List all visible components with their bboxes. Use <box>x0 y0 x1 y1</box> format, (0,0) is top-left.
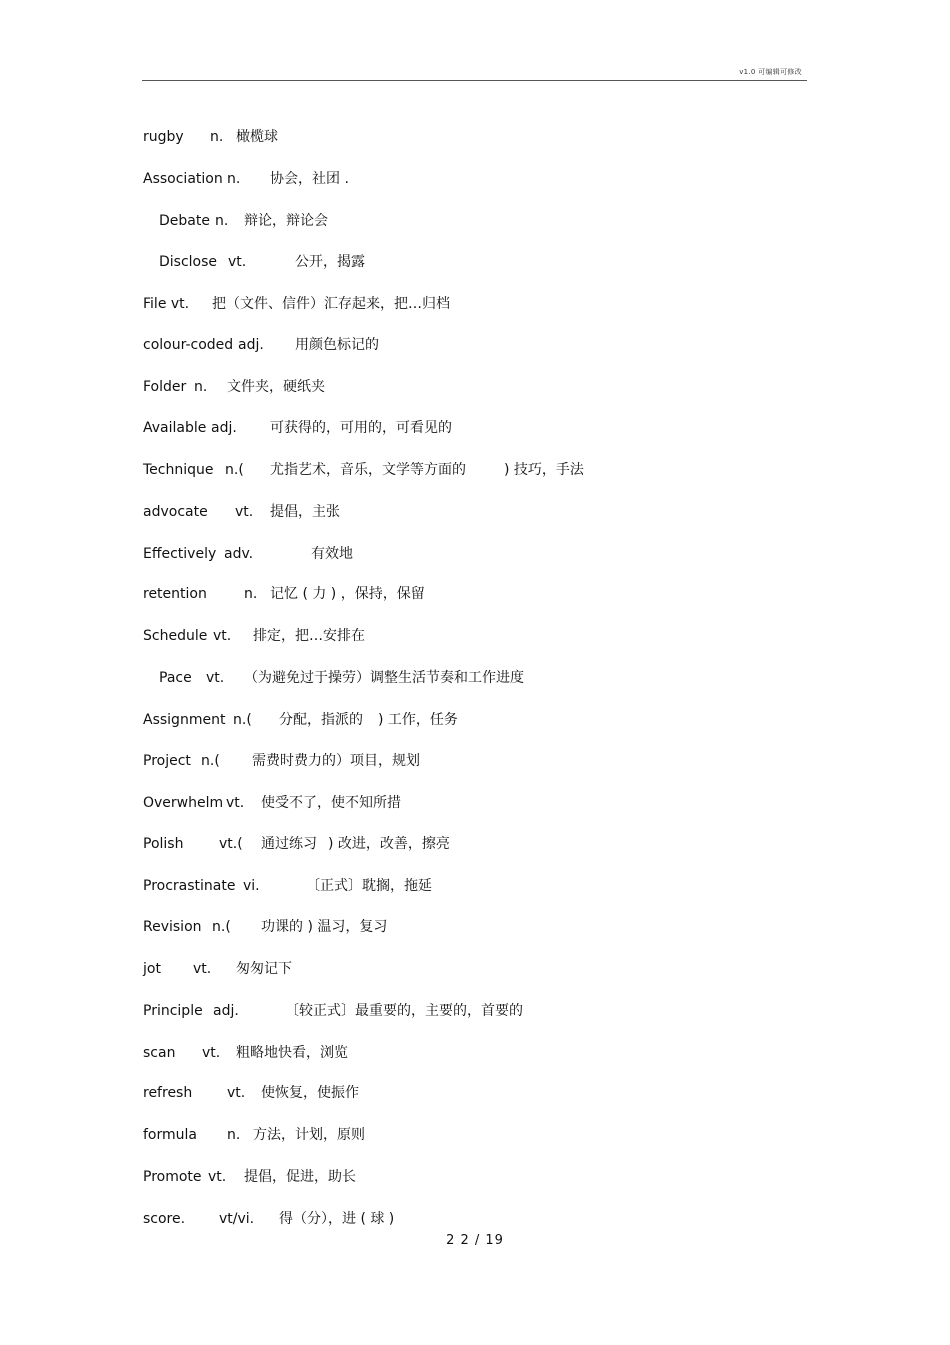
vocab-entry <box>0 1167 950 1187</box>
entry-meaning: 有效地 <box>311 546 353 562</box>
page-number: 2 2 / 19 <box>446 1233 504 1248</box>
entry-pos: adj. <box>238 337 264 353</box>
vocab-entry <box>0 335 950 355</box>
header-version-label: v1.0 可编辑可修改 <box>739 68 802 76</box>
entry-pos: vt. <box>227 1085 246 1101</box>
vocab-entry <box>0 1083 950 1103</box>
entry-pos: adj. <box>211 420 237 436</box>
entry-word: formula <box>143 1127 197 1143</box>
entry-word: jot <box>143 961 161 977</box>
entry-word: Folder <box>143 379 187 395</box>
vocab-entry <box>0 502 950 522</box>
entry-word: Project <box>143 753 191 769</box>
entry-pos: vt. <box>206 670 225 686</box>
vocab-entry <box>0 211 950 231</box>
vocab-entry <box>0 876 950 896</box>
entry-pos: vt. <box>202 1045 221 1061</box>
entry-word: Promote <box>143 1169 202 1185</box>
vocab-entry <box>0 834 950 854</box>
entry-word: Pace <box>159 670 192 686</box>
entry-pos: n.( <box>201 753 220 769</box>
entry-meaning: （为避免过于操劳）调整生活节奏和工作进度 <box>244 670 524 686</box>
entry-word: Debate <box>159 213 210 229</box>
entry-meaning: 排定，把…安排在 <box>253 628 365 644</box>
vocab-entry <box>0 377 950 397</box>
entry-meaning: 可获得的，可用的，可看见的 <box>270 420 452 436</box>
entry-meaning: 方法，计划，原则 <box>253 1127 365 1143</box>
entry-meaning: 辩论，辩论会 <box>244 213 328 229</box>
entry-meaning: 通过练习 <box>261 836 317 852</box>
entry-word: rugby <box>143 129 184 145</box>
vocab-entry <box>0 1209 950 1229</box>
entry-meaning-extra: ) 改进，改善，擦亮 <box>328 836 450 852</box>
entry-pos: n. <box>227 171 241 187</box>
vocab-entry <box>0 1043 950 1063</box>
entry-word: Effectively <box>143 546 217 562</box>
entry-meaning: 粗略地快看，浏览 <box>236 1045 348 1061</box>
entry-pos: vt. <box>235 504 254 520</box>
entry-meaning: 〔正式〕耽搁，拖延 <box>306 878 432 894</box>
vocab-entry <box>0 1001 950 1021</box>
vocab-entry <box>0 626 950 646</box>
entry-word: Overwhelm <box>143 795 224 811</box>
header-divider <box>142 80 807 81</box>
entry-meaning: 得（分），进 ( 球 ) <box>279 1211 395 1227</box>
vocab-entry <box>0 252 950 272</box>
entry-meaning: 尤指艺术，音乐，文学等方面的 <box>270 462 466 478</box>
entry-word: Association <box>143 171 223 187</box>
entry-meaning-extra: ) 技巧，手法 <box>504 462 584 478</box>
entry-meaning: 橄榄球 <box>236 129 278 145</box>
entry-pos: vt.( <box>219 836 243 852</box>
entry-pos: n. <box>244 586 258 602</box>
entry-word: Technique <box>143 462 214 478</box>
vocab-entry <box>0 169 950 189</box>
entry-word: score. <box>143 1211 186 1227</box>
entry-pos: n. <box>194 379 208 395</box>
vocab-entry <box>0 793 950 813</box>
entry-meaning: 使恢复，使振作 <box>261 1085 359 1101</box>
entry-meaning: 用颜色标记的 <box>295 337 379 353</box>
entry-meaning: 文件夹，硬纸夹 <box>227 379 325 395</box>
entry-word: Procrastinate <box>143 878 236 894</box>
entry-pos: n.( <box>225 462 244 478</box>
entry-meaning: 需费时费力的）项目，规划 <box>252 753 420 769</box>
entry-pos: vt. <box>193 961 212 977</box>
vocab-entry <box>0 917 950 937</box>
entry-meaning: 分配，指派的 <box>279 712 363 728</box>
entry-word: colour-coded <box>143 337 234 353</box>
entry-pos: n. <box>227 1127 241 1143</box>
entry-meaning: 匆匆记下 <box>236 961 292 977</box>
entry-word: Available <box>143 420 207 436</box>
entry-meaning: 协会，社团 . <box>270 171 349 187</box>
entry-meaning-extra: ) 工作，任务 <box>378 712 458 728</box>
entry-meaning: 公开，揭露 <box>295 254 365 270</box>
entry-pos: n. <box>215 213 229 229</box>
entry-meaning: 把（文件、信件）汇存起来，把…归档 <box>212 296 450 312</box>
entry-word: Disclose <box>159 254 218 270</box>
vocab-entry <box>0 584 950 604</box>
vocab-entry <box>0 959 950 979</box>
entry-pos: adj. <box>213 1003 239 1019</box>
vocab-entry <box>0 751 950 771</box>
entry-pos: vi. <box>243 878 260 894</box>
vocab-entry <box>0 418 950 438</box>
entry-meaning: 记忆 ( 力 ) ，保持，保留 <box>270 586 425 602</box>
entry-word: scan <box>143 1045 176 1061</box>
entry-pos: vt. <box>213 628 232 644</box>
entry-word: advocate <box>143 504 208 520</box>
entry-word: File vt. <box>143 296 190 312</box>
vocab-entry <box>0 668 950 688</box>
entry-meaning: 〔较正式〕最重要的，主要的，首要的 <box>285 1003 523 1019</box>
entry-word: Assignment <box>143 712 226 728</box>
entry-word: Schedule <box>143 628 208 644</box>
entry-pos: vt. <box>208 1169 227 1185</box>
entry-pos: n.( <box>212 919 231 935</box>
entry-pos: adv. <box>224 546 254 562</box>
entry-pos: n.( <box>233 712 252 728</box>
vocab-entry <box>0 544 950 564</box>
entry-word: Polish <box>143 836 184 852</box>
entry-pos: vt. <box>228 254 247 270</box>
vocab-entry <box>0 127 950 147</box>
entry-pos: vt/vi. <box>219 1211 255 1227</box>
entry-word: Revision <box>143 919 202 935</box>
vocab-entry <box>0 294 950 314</box>
entry-word: refresh <box>143 1085 193 1101</box>
entry-pos: vt. <box>226 795 245 811</box>
entry-pos: n. <box>210 129 224 145</box>
vocab-entry <box>0 1125 950 1145</box>
entry-word: Principle <box>143 1003 203 1019</box>
entry-meaning: 使受不了，使不知所措 <box>261 795 401 811</box>
vocab-entry <box>0 460 950 480</box>
entry-meaning: 功课的 ) 温习，复习 <box>261 919 388 935</box>
entry-meaning: 提倡，主张 <box>270 504 340 520</box>
vocab-entry <box>0 710 950 730</box>
entry-word: retention <box>143 586 207 602</box>
entry-meaning: 提倡，促进，助长 <box>244 1169 356 1185</box>
